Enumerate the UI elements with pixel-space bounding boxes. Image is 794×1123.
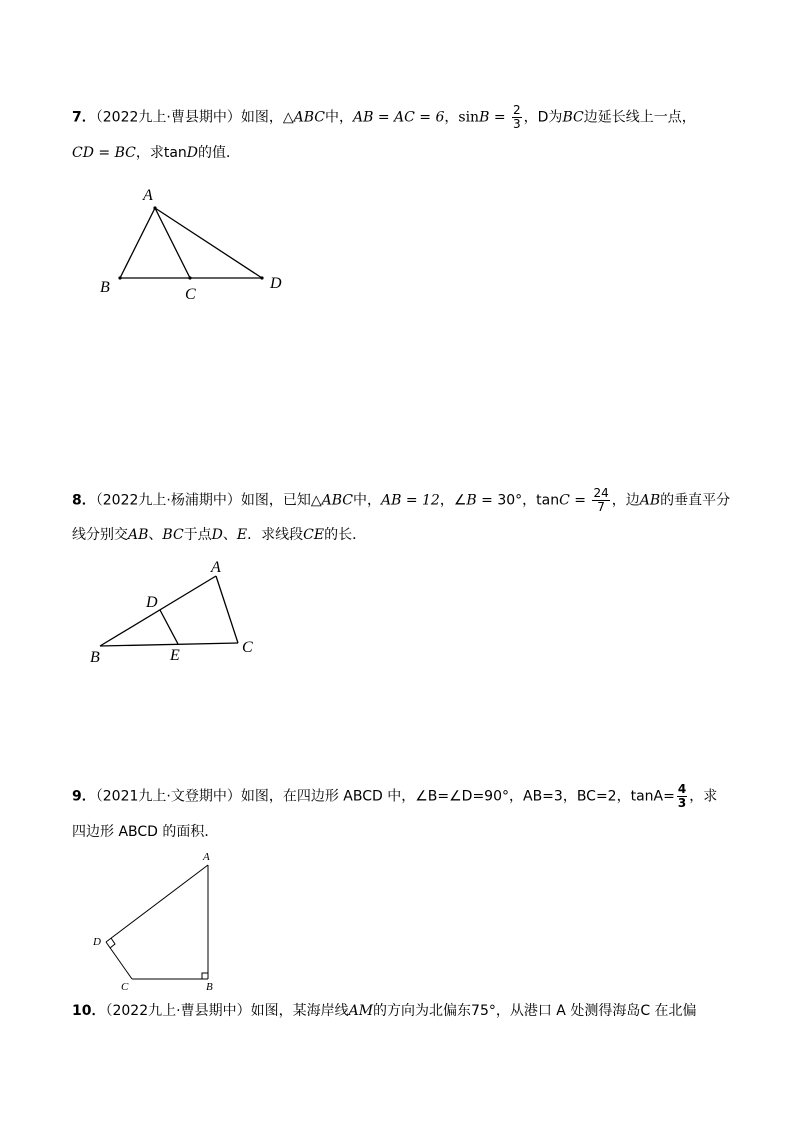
label-B: B xyxy=(206,981,213,993)
problem-source: （2021九上·文登期中） xyxy=(95,788,241,805)
problem-number: 7． xyxy=(72,109,96,126)
label-A: A xyxy=(211,559,221,576)
problem-8-figure xyxy=(80,555,280,675)
label-B: B xyxy=(100,279,110,296)
problem-9-line-1: 9．（2021九上·文登期中）如图，在四边形 ABCD 中，∠B=∠D=90°，AB=3，BC=2，tanA= $\frac{4}{3}$ ，求 xyxy=(72,782,718,810)
problem-9-line-2: 四边形 ABCD 的面积． xyxy=(72,824,219,840)
label-D: D xyxy=(93,936,101,948)
problem-8-line-1: 8．（2022九上·杨浦期中）如图，已知△ABC中，AB = 12，∠B = 30°，tanC = $\frac{24}{7}$ ，边AB的垂直平分 xyxy=(72,486,731,514)
label-E: E xyxy=(170,647,180,664)
problem-number: 9． xyxy=(72,788,96,805)
label-C: C xyxy=(185,286,196,303)
problem-9-figure xyxy=(85,845,230,995)
fraction: $\frac{24}{7}$ xyxy=(593,486,609,514)
label-A: A xyxy=(203,851,210,863)
problem-number: 10． xyxy=(72,1003,106,1019)
problem-7-line-1: 7．（2022九上·曹县期中）如图，△ABC中，AB = AC = 6，sinB = $\frac{2}{3}$ ，D为BC边延长线上一点， xyxy=(72,103,696,131)
problem-source: （2022九上·曹县期中） xyxy=(105,1003,251,1019)
label-D: D xyxy=(270,275,282,292)
problem-8-line-2: 线分别交AB、BC于点D、E．求线段CE的长． xyxy=(72,527,367,543)
fraction: $\frac{4}{3}$ xyxy=(677,782,687,810)
problem-number: 8． xyxy=(72,492,96,509)
label-A: A xyxy=(143,187,153,204)
label-C: C xyxy=(121,981,129,993)
problem-7-line-2: CD = BC，求tanD的值． xyxy=(72,145,241,161)
problem-source: （2022九上·曹县期中） xyxy=(95,109,241,126)
problem-10-line-1: 10．（2022九上·曹县期中）如图，某海岸线AM的方向为北偏东75°，从港口 A 处测得海岛C 在北偏 xyxy=(72,1003,697,1019)
label-D: D xyxy=(146,594,158,611)
problem-7-figure xyxy=(90,180,300,305)
problem-source: （2022九上·杨浦期中） xyxy=(95,492,241,509)
label-C: C xyxy=(242,639,253,656)
fraction: $\frac{2}{3}$ xyxy=(513,103,521,131)
label-B: B xyxy=(90,649,100,666)
